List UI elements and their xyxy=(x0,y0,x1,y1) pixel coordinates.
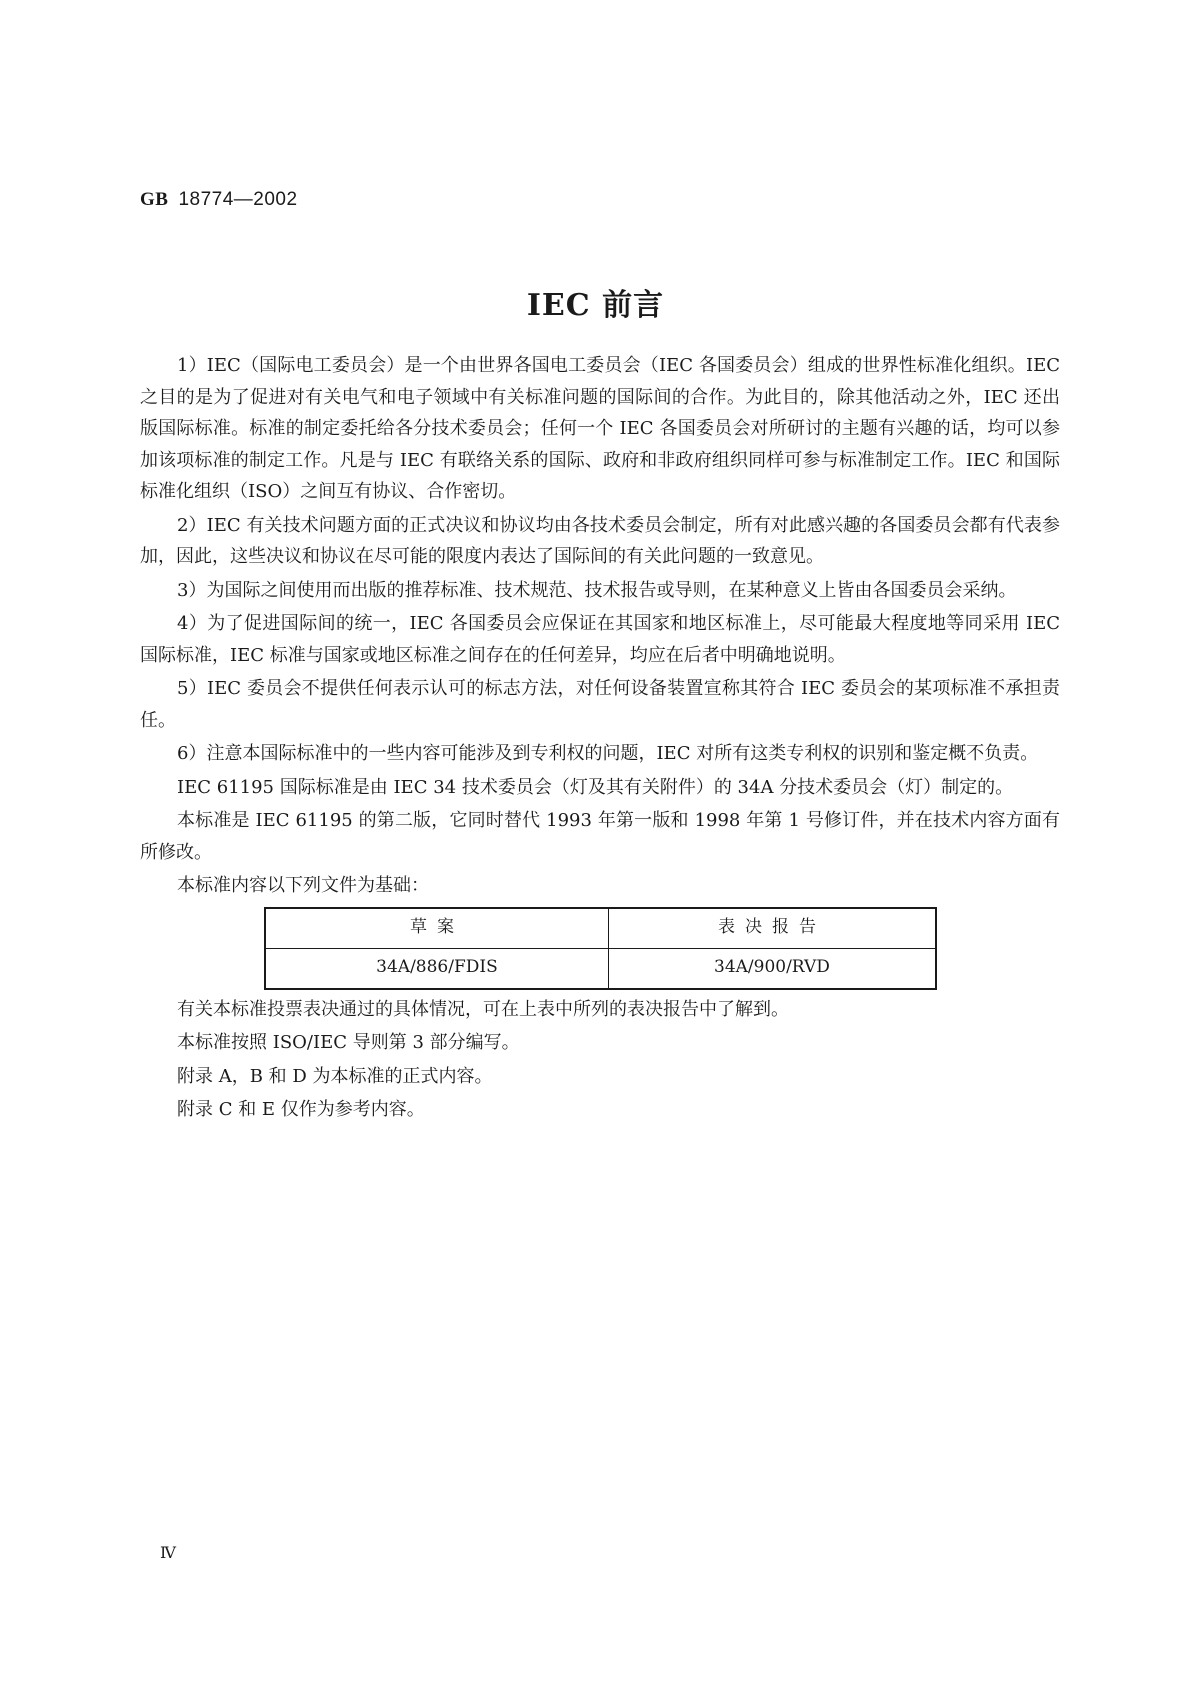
document-body xyxy=(140,350,1060,1128)
table-row xyxy=(265,948,936,989)
paragraph-1: 1）IEC（国际电工委员会）是一个由世界各国电工委员会（IEC 各国委员会）组成的世界性标准化组织。IEC 之目的是为了促进对有关电气和电子领域中有关标准问题的国际间的合作。为此目的，除其他活动之外，IEC 还出版国际标准。标准的制定委托给各分技术委员会；任何一个 IEC 各国委员会对所研讨的主题有兴趣的话，均可以参加该项标准的制定工作。凡是与 IEC 有联络关系的国际、政府和非政府组织同样可参与标准制定工作。IEC 和国际标准化组织（ISO）之间互有协议、合作密切。 xyxy=(140,355,1060,502)
standard-number xyxy=(140,189,298,211)
basis-documents-table xyxy=(264,907,937,990)
standard-prefix: GB xyxy=(140,189,169,210)
paragraph-informative-annexes: 附录 C 和 E 仅作为参考内容。 xyxy=(177,1099,425,1120)
paragraph-4: 4）为了促进国际间的统一，IEC 各国委员会应保证在其国家和地区标准上，尽可能最大程度地等同采用 IEC 国际标准，IEC 标准与国家或地区标准之间存在的任何差异，均应在后者中明确地说明。 xyxy=(140,613,1060,666)
page-title: IEC 前言 xyxy=(526,288,665,323)
standard-code: 18774—2002 xyxy=(178,189,298,210)
paragraph-voting: 有关本标准投票表决通过的具体情况，可在上表中所列的表决报告中了解到。 xyxy=(177,998,789,1020)
paragraph-3: 3）为国际之间使用而出版的推荐标准、技术规范、技术报告或导则，在某种意义上皆由各国委员会采纳。 xyxy=(177,579,1017,601)
paragraph-edition: 本标准是 IEC 61195 的第二版，它同时替代 1993 年第一版和 1998 年第 1 号修订件，并在技术内容方面有所修改。 xyxy=(140,810,1060,863)
page-number: Ⅳ xyxy=(160,1543,176,1562)
cell-draft: 34A/886/FDIS xyxy=(265,948,608,989)
cell-vote-report: 34A/900/RVD xyxy=(608,948,936,989)
paragraph-6: 6）注意本国际标准中的一些内容可能涉及到专利权的问题，IEC 对所有这类专利权的识别和鉴定概不负责。 xyxy=(177,743,1039,764)
paragraph-2: 2）IEC 有关技术问题方面的正式决议和协议均由各技术委员会制定，所有对此感兴趣的各国委员会都有代表参加，因此，这些决议和协议在尽可能的限度内表达了国际间的有关此问题的一致意见。 xyxy=(140,514,1060,567)
paragraph-5: 5）IEC 委员会不提供任何表示认可的标志方法，对任何设备装置宣称其符合 IEC 委员会的某项标准不承担责任。 xyxy=(140,678,1060,731)
paragraph-basis: 本标准内容以下列文件为基础： xyxy=(177,875,429,896)
header-vote-report: 表决报告 xyxy=(608,908,936,949)
table-header-row xyxy=(265,908,936,949)
paragraph-normative-annexes: 附录 A，B 和 D 为本标准的正式内容。 xyxy=(177,1065,493,1087)
paragraph-directives: 本标准按照 ISO/IEC 导则第 3 部分编写。 xyxy=(177,1032,520,1053)
header-draft: 草案 xyxy=(265,908,608,949)
paragraph-committee: IEC 61195 国际标准是由 IEC 34 技术委员会（灯及其有关附件）的 34A 分技术委员会（灯）制定的。 xyxy=(177,776,1014,798)
